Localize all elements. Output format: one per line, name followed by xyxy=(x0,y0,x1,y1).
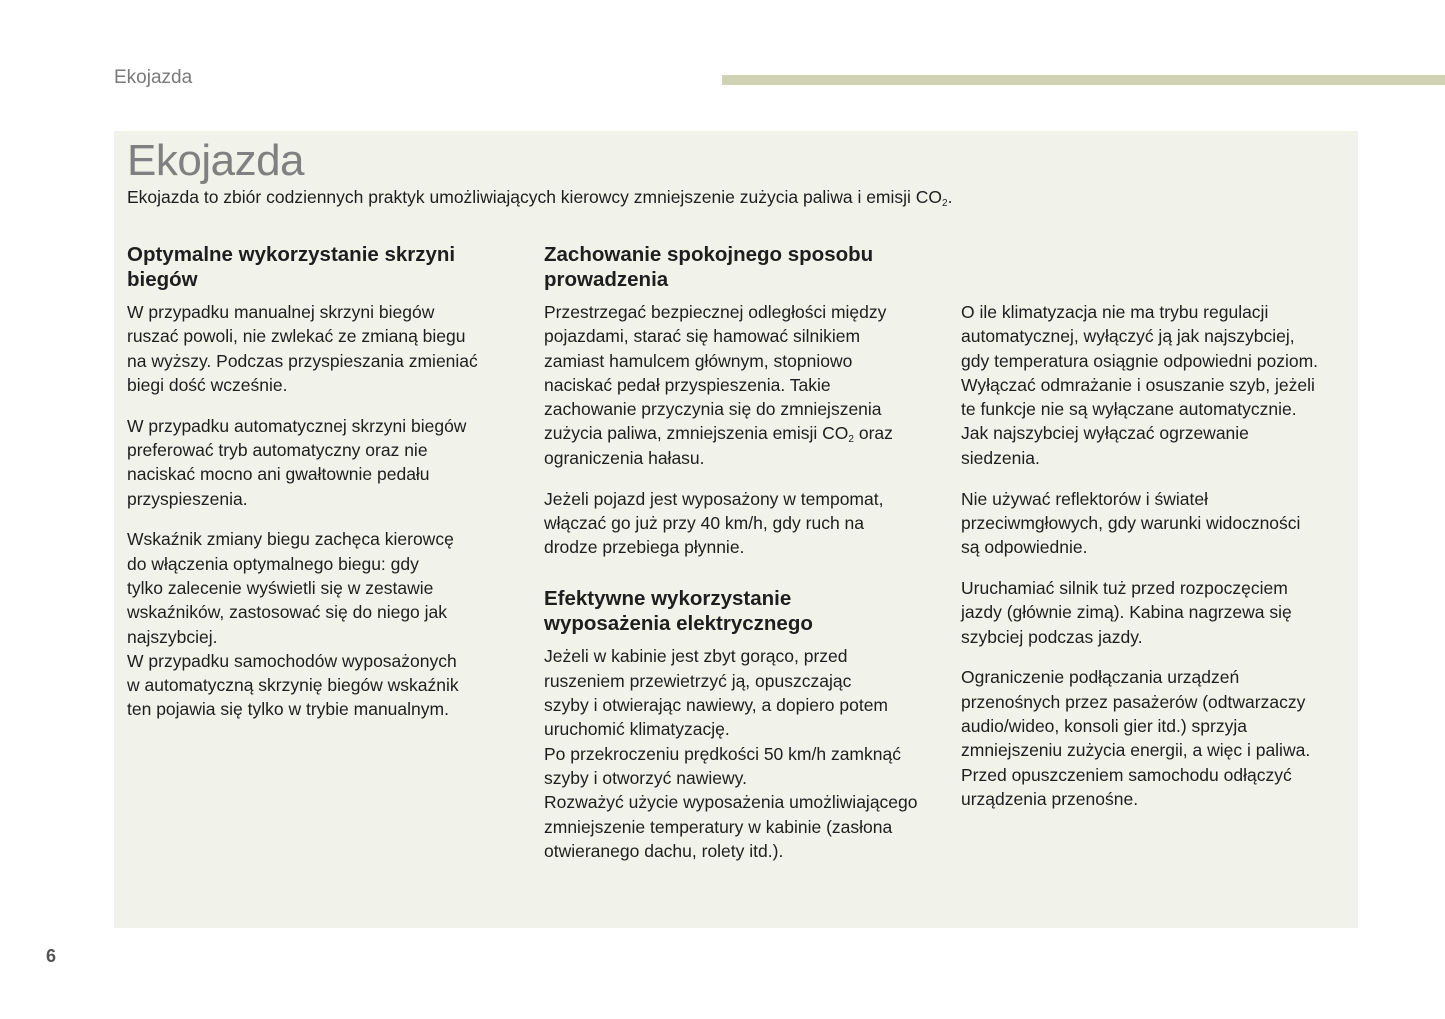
p-sub: 2 xyxy=(848,434,854,446)
paragraph: W przypadku manualnej skrzyni biegów ruszać powoli, nie zwlekać ze zmianą biegu na wyższy. Podczas przyspieszania zmieniać biegi dość wcześnie. xyxy=(127,302,478,395)
section-header: Ekojazda xyxy=(114,67,193,88)
p-text: Przestrzegać bezpiecznej odległości między pojazdami, starać się hamować silnikiem zamiast hamulcem głównym, stopniowo naciskać pedał przyspieszenia. Takie zachowanie przyczynia się do zmniejszenia zużycia paliwa, zmniejszenia emisji CO xyxy=(544,302,887,444)
heading-electrical: Efektywne wykorzystanie wyposażenia elektrycznego xyxy=(544,587,813,635)
paragraph: Jeżeli pojazd jest wyposażony w tempomat, włączać go już przy 40 km/h, gdy ruch na drodze przebiega płynnie. xyxy=(544,488,884,558)
page-title: Ekojazda xyxy=(127,136,305,185)
paragraph: O ile klimatyzacja nie ma trybu regulacji automatycznej, wyłączyć ją jak najszybciej, gdy temperatura osiągnie odpowiedni poziom. Wyłączać odmrażanie i osuszanie szyb, jeżeli te funkcje nie są wyłączane automatycznie. Jak najszybciej wyłączać ogrzewanie siedzenia. xyxy=(961,302,1319,468)
column-driving xyxy=(544,243,944,880)
intro-text xyxy=(127,187,952,208)
paragraph: Wskaźnik zmiany biegu zachęca kierowcę do włączenia optymalnego biegu: gdy tylko zalecenie wyświetli się w zestawie wskaźników, zastosować się do niego jak najszybciej. W przypadku samochodów wyposażonych w automatyczną skrzynię biegów wskaźnik ten pojawia się tylko w trybie manualnym. xyxy=(127,529,459,720)
paragraph: Uruchamiać silnik tuż przed rozpoczęciem jazdy (głównie zimą). Kabina nagrzewa się szybciej podczas jazdy. xyxy=(961,577,1292,647)
intro-end: . xyxy=(947,187,953,207)
column-gears xyxy=(127,243,527,738)
heading-gears: Optymalne wykorzystanie skrzyni biegów xyxy=(127,243,456,291)
heading-driving: Zachowanie spokojnego sposobu prowadzenia xyxy=(544,243,874,291)
paragraph: Ograniczenie podłączania urządzeń przenośnych przez pasażerów (odtwarzaczy audio/wideo, konsoli gier itd.) sprzyja zmniejszeniu zużycia energii, a więc i paliwa. Przed opuszczeniem samochodu odłączyć urządzenia przenośne. xyxy=(961,667,1311,809)
header-bar xyxy=(722,75,1445,85)
paragraph xyxy=(544,300,944,470)
intro-sub: 2 xyxy=(942,198,948,209)
page-number: 6 xyxy=(46,946,57,966)
intro-main: Ekojazda to zbiór codziennych praktyk umożliwiających kierowcy zmniejszenie zużycia paliwa i emisji CO xyxy=(127,187,943,207)
column-electrical-cont xyxy=(961,300,1361,828)
paragraph: Jeżeli w kabinie jest zbyt gorąco, przed ruszeniem przewietrzyć ją, opuszczając szyby i otwierając nawiewy, a dopiero potem uruchomić klimatyzację. Po przekroczeniu prędkości 50 km/h zamknąć szyby i otworzyć nawiewy. Rozważyć użycie wyposażenia umożliwiającego zmniejszenie temperatury w kabinie (zasłona otwieranego dachu, rolety itd.). xyxy=(544,646,918,861)
paragraph: Nie używać reflektorów i świateł przeciwmgłowych, gdy warunki widoczności są odpowiednie. xyxy=(961,488,1301,558)
paragraph: W przypadku automatycznej skrzyni biegów preferować tryb automatyczny oraz nie naciskać mocno ani gwałtownie pedału przyspieszenia. xyxy=(127,415,467,509)
p-text: oraz ograniczenia hałasu. xyxy=(544,423,893,468)
